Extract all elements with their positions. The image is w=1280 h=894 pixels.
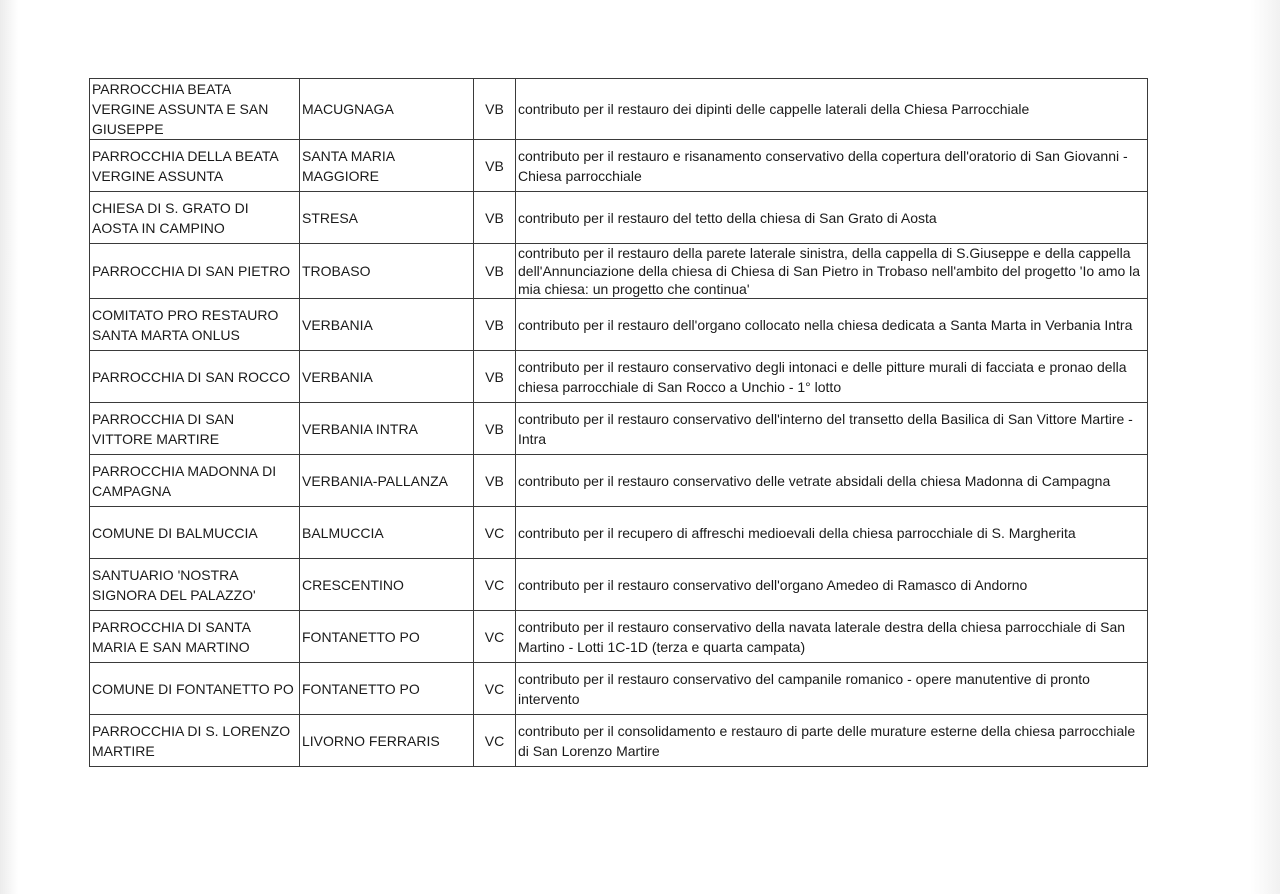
comune-cell: SANTA MARIA MAGGIORE	[300, 140, 474, 192]
table-row	[90, 715, 1148, 767]
scan-left-edge	[0, 0, 18, 894]
provincia-cell: VB	[474, 403, 516, 455]
comune-cell: TROBASO	[300, 244, 474, 299]
provincia-cell: VB	[474, 192, 516, 244]
comune-cell: CRESCENTINO	[300, 559, 474, 611]
descrizione-cell: contributo per il restauro dell'organo collocato nella chiesa dedicata a Santa Marta in Verbania Intra	[516, 299, 1148, 351]
grants-table	[89, 78, 1148, 767]
provincia-cell: VB	[474, 455, 516, 507]
table-row	[90, 244, 1148, 299]
provincia-cell: VC	[474, 611, 516, 663]
comune-cell: BALMUCCIA	[300, 507, 474, 559]
ente-cell: CHIESA DI S. GRATO DI AOSTA IN CAMPINO	[90, 192, 300, 244]
comune-cell: STRESA	[300, 192, 474, 244]
table-row	[90, 611, 1148, 663]
comune-cell: FONTANETTO PO	[300, 611, 474, 663]
provincia-cell: VB	[474, 244, 516, 299]
descrizione-cell: contributo per il consolidamento e restauro di parte delle murature esterne della chiesa parrocchiale di San Lorenzo Martire	[516, 715, 1148, 767]
provincia-cell: VC	[474, 559, 516, 611]
comune-cell: MACUGNAGA	[300, 79, 474, 140]
table-row	[90, 455, 1148, 507]
descrizione-cell: contributo per il restauro conservativo dell'interno del transetto della Basilica di San Vittore Martire - Intra	[516, 403, 1148, 455]
descrizione-cell: contributo per il restauro della parete laterale sinistra, della cappella di S.Giuseppe e della cappella dell'Annunciazione della chiesa di Chiesa di San Pietro in Trobaso nell'ambito del progetto 'Io amo la mia chiesa: un progetto che continua'	[516, 244, 1148, 299]
provincia-cell: VB	[474, 299, 516, 351]
ente-cell: PARROCCHIA DI SAN ROCCO	[90, 351, 300, 403]
table-row	[90, 351, 1148, 403]
descrizione-cell: contributo per il restauro dei dipinti delle cappelle laterali della Chiesa Parrocchiale	[516, 79, 1148, 140]
descrizione-cell: contributo per il recupero di affreschi medioevali della chiesa parrocchiale di S. Margherita	[516, 507, 1148, 559]
descrizione-cell: contributo per il restauro conservativo degli intonaci e delle pitture murali di facciata e pronao della chiesa parrocchiale di San Rocco a Unchio - 1° lotto	[516, 351, 1148, 403]
ente-cell: PARROCCHIA BEATA VERGINE ASSUNTA E SAN GIUSEPPE	[90, 79, 300, 140]
comune-cell: FONTANETTO PO	[300, 663, 474, 715]
descrizione-cell: contributo per il restauro conservativo della navata laterale destra della chiesa parrocchiale di San Martino - Lotti 1C-1D (terza e quarta campata)	[516, 611, 1148, 663]
provincia-cell: VC	[474, 507, 516, 559]
ente-cell: PARROCCHIA DELLA BEATA VERGINE ASSUNTA	[90, 140, 300, 192]
scan-right-edge	[1250, 0, 1280, 894]
ente-cell: COMUNE DI BALMUCCIA	[90, 507, 300, 559]
descrizione-cell: contributo per il restauro del tetto della chiesa di San Grato di Aosta	[516, 192, 1148, 244]
table-row	[90, 403, 1148, 455]
descrizione-cell: contributo per il restauro conservativo dell'organo Amedeo di Ramasco di Andorno	[516, 559, 1148, 611]
provincia-cell: VC	[474, 715, 516, 767]
provincia-cell: VB	[474, 140, 516, 192]
provincia-cell: VC	[474, 663, 516, 715]
descrizione-cell: contributo per il restauro conservativo delle vetrate absidali della chiesa Madonna di Campagna	[516, 455, 1148, 507]
ente-cell: COMITATO PRO RESTAURO SANTA MARTA ONLUS	[90, 299, 300, 351]
comune-cell: LIVORNO FERRARIS	[300, 715, 474, 767]
ente-cell: PARROCCHIA DI S. LORENZO MARTIRE	[90, 715, 300, 767]
provincia-cell: VB	[474, 79, 516, 140]
ente-cell: PARROCCHIA DI SAN VITTORE MARTIRE	[90, 403, 300, 455]
comune-cell: VERBANIA INTRA	[300, 403, 474, 455]
table-row	[90, 192, 1148, 244]
descrizione-cell: contributo per il restauro e risanamento conservativo della copertura dell'oratorio di San Giovanni - Chiesa parrocchiale	[516, 140, 1148, 192]
table-row	[90, 507, 1148, 559]
comune-cell: VERBANIA	[300, 351, 474, 403]
comune-cell: VERBANIA	[300, 299, 474, 351]
table-row	[90, 79, 1148, 140]
table-row	[90, 663, 1148, 715]
table-row	[90, 140, 1148, 192]
table-row	[90, 299, 1148, 351]
table-row	[90, 559, 1148, 611]
comune-cell: VERBANIA-PALLANZA	[300, 455, 474, 507]
ente-cell: PARROCCHIA DI SAN PIETRO	[90, 244, 300, 299]
ente-cell: SANTUARIO 'NOSTRA SIGNORA DEL PALAZZO'	[90, 559, 300, 611]
descrizione-cell: contributo per il restauro conservativo del campanile romanico - opere manutentive di pronto intervento	[516, 663, 1148, 715]
provincia-cell: VB	[474, 351, 516, 403]
ente-cell: PARROCCHIA DI SANTA MARIA E SAN MARTINO	[90, 611, 300, 663]
ente-cell: COMUNE DI FONTANETTO PO	[90, 663, 300, 715]
ente-cell: PARROCCHIA MADONNA DI CAMPAGNA	[90, 455, 300, 507]
